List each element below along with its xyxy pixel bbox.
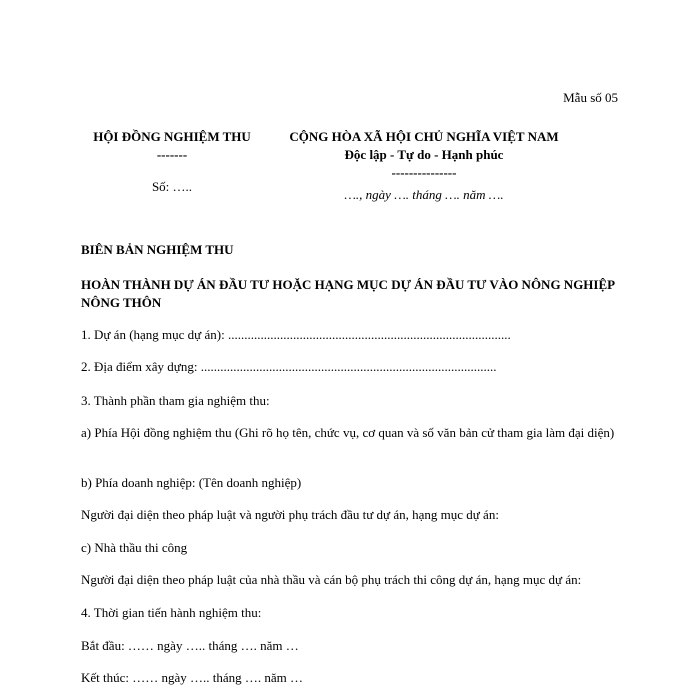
inspection-time-heading: 4. Thời gian tiến hành nghiệm thu: xyxy=(81,605,262,620)
motto-divider: --------------- xyxy=(391,165,457,180)
council-side-paragraph: a) Phía Hội đồng nghiệm thu (Ghi rõ họ tên, chức vụ, cơ quan và số văn bản cử tham gia làm đại diện) xyxy=(81,425,615,440)
council-name: HỘI ĐỒNG NGHIỆM THU xyxy=(93,129,251,144)
date-line: …., ngày …. tháng …. năm …. xyxy=(344,187,504,202)
council-divider: ------- xyxy=(156,147,188,162)
council-block xyxy=(62,128,282,196)
form-code: Mẫu số 05 xyxy=(563,90,618,105)
start-time-line: Bắt đầu: …… ngày ….. tháng …. năm … xyxy=(81,638,299,653)
enterprise-representative-paragraph: Người đại diện theo pháp luật và người phụ trách đầu tư dự án, hạng mục dự án: xyxy=(81,507,499,522)
document-number: Số: ….. xyxy=(151,179,193,194)
end-time-line: Kết thúc: …… ngày ….. tháng …. năm … xyxy=(81,670,304,685)
document-title: BIÊN BẢN NGHIỆM THU xyxy=(81,242,234,257)
document-subtitle: HOÀN THÀNH DỰ ÁN ĐẦU TƯ HOẶC HẠNG MỤC DỰ ÁN ĐẦU TƯ VÀO NÔNG NGHIỆP NÔNG THÔN xyxy=(81,277,615,310)
contractor-representative-paragraph: Người đại diện theo pháp luật của nhà thầu và cán bộ phụ trách thi công dự án, hạng mục dự án: xyxy=(81,572,582,587)
participants-heading: 3. Thành phần tham gia nghiệm thu: xyxy=(81,393,270,408)
country-name: CỘNG HÒA XÃ HỘI CHỦ NGHĨA VIỆT NAM xyxy=(289,129,559,144)
national-block xyxy=(268,128,580,204)
enterprise-side-paragraph: b) Phía doanh nghiệp: (Tên doanh nghiệp) xyxy=(81,475,302,490)
location-field: 2. Địa điểm xây dựng: ........................................................................................... xyxy=(81,359,497,374)
national-motto: Độc lập - Tự do - Hạnh phúc xyxy=(344,147,504,162)
project-field: 1. Dự án (hạng mục dự án): ....................................................................................... xyxy=(81,327,511,342)
contractor-paragraph: c) Nhà thầu thi công xyxy=(81,540,188,555)
